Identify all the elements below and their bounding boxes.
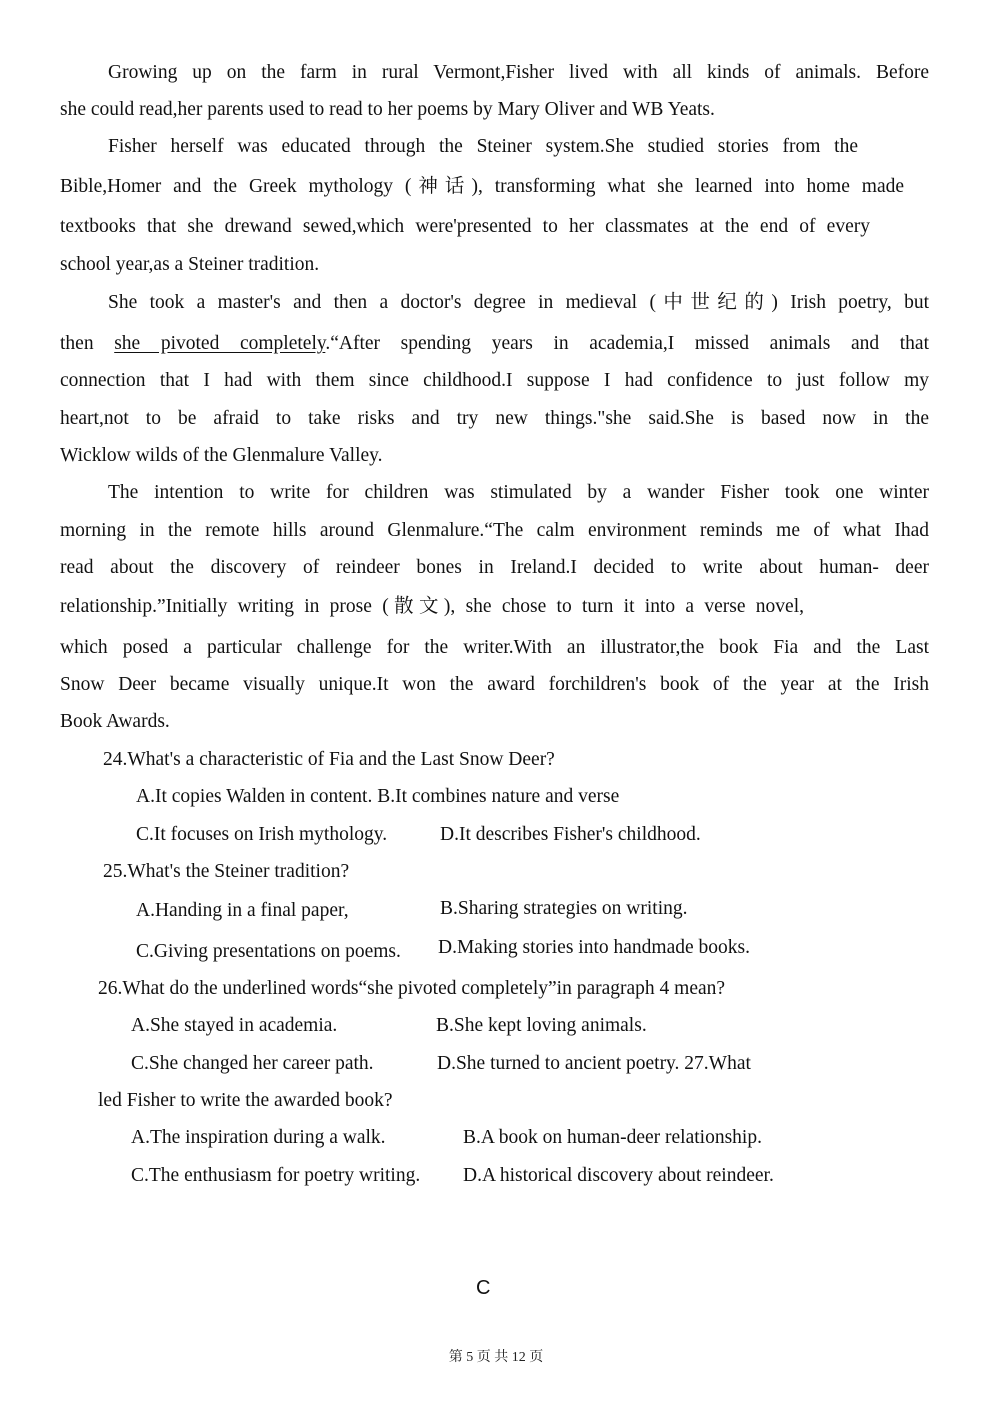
underlined-phrase: she pivoted completely bbox=[114, 333, 326, 354]
question-27-option-c: C.The enthusiasm for poetry writing. bbox=[131, 1165, 421, 1186]
question-25-stem: 25.What's the Steiner tradition? bbox=[103, 861, 350, 882]
question-27-option-b: B.A book on human-deer relationship. bbox=[463, 1127, 762, 1148]
question-24-option-c: C.It focuses on Irish mythology. bbox=[136, 824, 388, 845]
paragraph-3-line-4: heart,not to be afraid to take risks and try new things."she said.She is based now in the bbox=[60, 408, 929, 429]
paragraph-3-line-2-after: .“After spending years in academia,I missed animals and that bbox=[325, 333, 930, 354]
paragraph-3-line-1: She took a master's and then a doctor's degree in medieval (中世纪的) Irish poetry, but bbox=[108, 292, 929, 313]
paragraph-3-line-5: Wicklow wilds of the Glenmalure Valley. bbox=[60, 445, 383, 466]
paragraph-2-line-1: Fisher herself was educated through the Steiner system.She studied stories from the bbox=[108, 136, 858, 157]
paragraph-2-line-4: school year,as a Steiner tradition. bbox=[60, 254, 320, 275]
paragraph-1-line-1: Growing up on the farm in rural Vermont,Fisher lived with all kinds of animals. Before bbox=[108, 62, 929, 83]
paragraph-3-line-2 bbox=[60, 332, 929, 356]
paragraph-4-line-1: The intention to write for children was stimulated by a wander Fisher took one winter bbox=[108, 482, 929, 503]
question-26-option-b: B.She kept loving animals. bbox=[436, 1015, 647, 1036]
question-26-option-a: A.She stayed in academia. bbox=[131, 1015, 338, 1036]
question-27-stem: led Fisher to write the awarded book? bbox=[98, 1090, 393, 1111]
question-25-option-d: D.Making stories into handmade books. bbox=[438, 937, 750, 958]
question-26-option-c: C.She changed her career path. bbox=[131, 1053, 374, 1074]
paragraph-1-line-2: she could read,her parents used to read to her poems by Mary Oliver and WB Yeats. bbox=[60, 99, 715, 120]
question-27-option-a: A.The inspiration during a walk. bbox=[131, 1127, 386, 1148]
question-25-option-a: A.Handing in a final paper, bbox=[136, 900, 349, 921]
question-24-stem: 24.What's a characteristic of Fia and the Last Snow Deer? bbox=[103, 749, 555, 770]
question-26-stem: 26.What do the underlined words“she pivoted completely”in paragraph 4 mean? bbox=[98, 978, 726, 999]
paragraph-4-line-2: morning in the remote hills around Glenmalure.“The calm environment reminds me of what Ihad bbox=[60, 520, 929, 541]
question-26-option-d: D.She turned to ancient poetry. 27.What bbox=[437, 1053, 751, 1074]
paragraph-3-line-3: connection that I had with them since childhood.I suppose I had confidence to just follow my bbox=[60, 370, 929, 391]
question-24-options-a-b: A.It copies Walden in content. B.It combines nature and verse bbox=[136, 786, 620, 807]
paragraph-4-line-3: read about the discovery of reindeer bones in Ireland.I decided to write about human- deer bbox=[60, 557, 929, 578]
paragraph-4-line-4: relationship.”Initially writing in prose (散文), she chose to turn it into a verse novel, bbox=[60, 596, 804, 617]
paragraph-2-line-3: textbooks that she drewand sewed,which were'presented to her classmates at the end of every bbox=[60, 216, 870, 237]
paragraph-2-line-2: Bible,Homer and the Greek mythology (神话), transforming what she learned into home made bbox=[60, 176, 904, 197]
page-number-footer: 第 5 页 共 12 页 bbox=[448, 1350, 544, 1365]
section-heading: C bbox=[476, 1277, 491, 1299]
question-25-option-b: B.Sharing strategies on writing. bbox=[440, 898, 688, 919]
question-24-option-d: D.It describes Fisher's childhood. bbox=[440, 824, 701, 845]
paragraph-4-line-6: Snow Deer became visually unique.It won the award forchildren's book of the year at the Irish bbox=[60, 674, 929, 695]
question-25-option-c: C.Giving presentations on poems. bbox=[136, 941, 401, 962]
paragraph-3-line-2-before: then bbox=[60, 333, 115, 354]
paragraph-4-line-7: Book Awards. bbox=[60, 711, 170, 732]
paragraph-4-line-5: which posed a particular challenge for the writer.With an illustrator,the book Fia and the Last bbox=[60, 637, 929, 658]
question-27-option-d: D.A historical discovery about reindeer. bbox=[463, 1165, 774, 1186]
